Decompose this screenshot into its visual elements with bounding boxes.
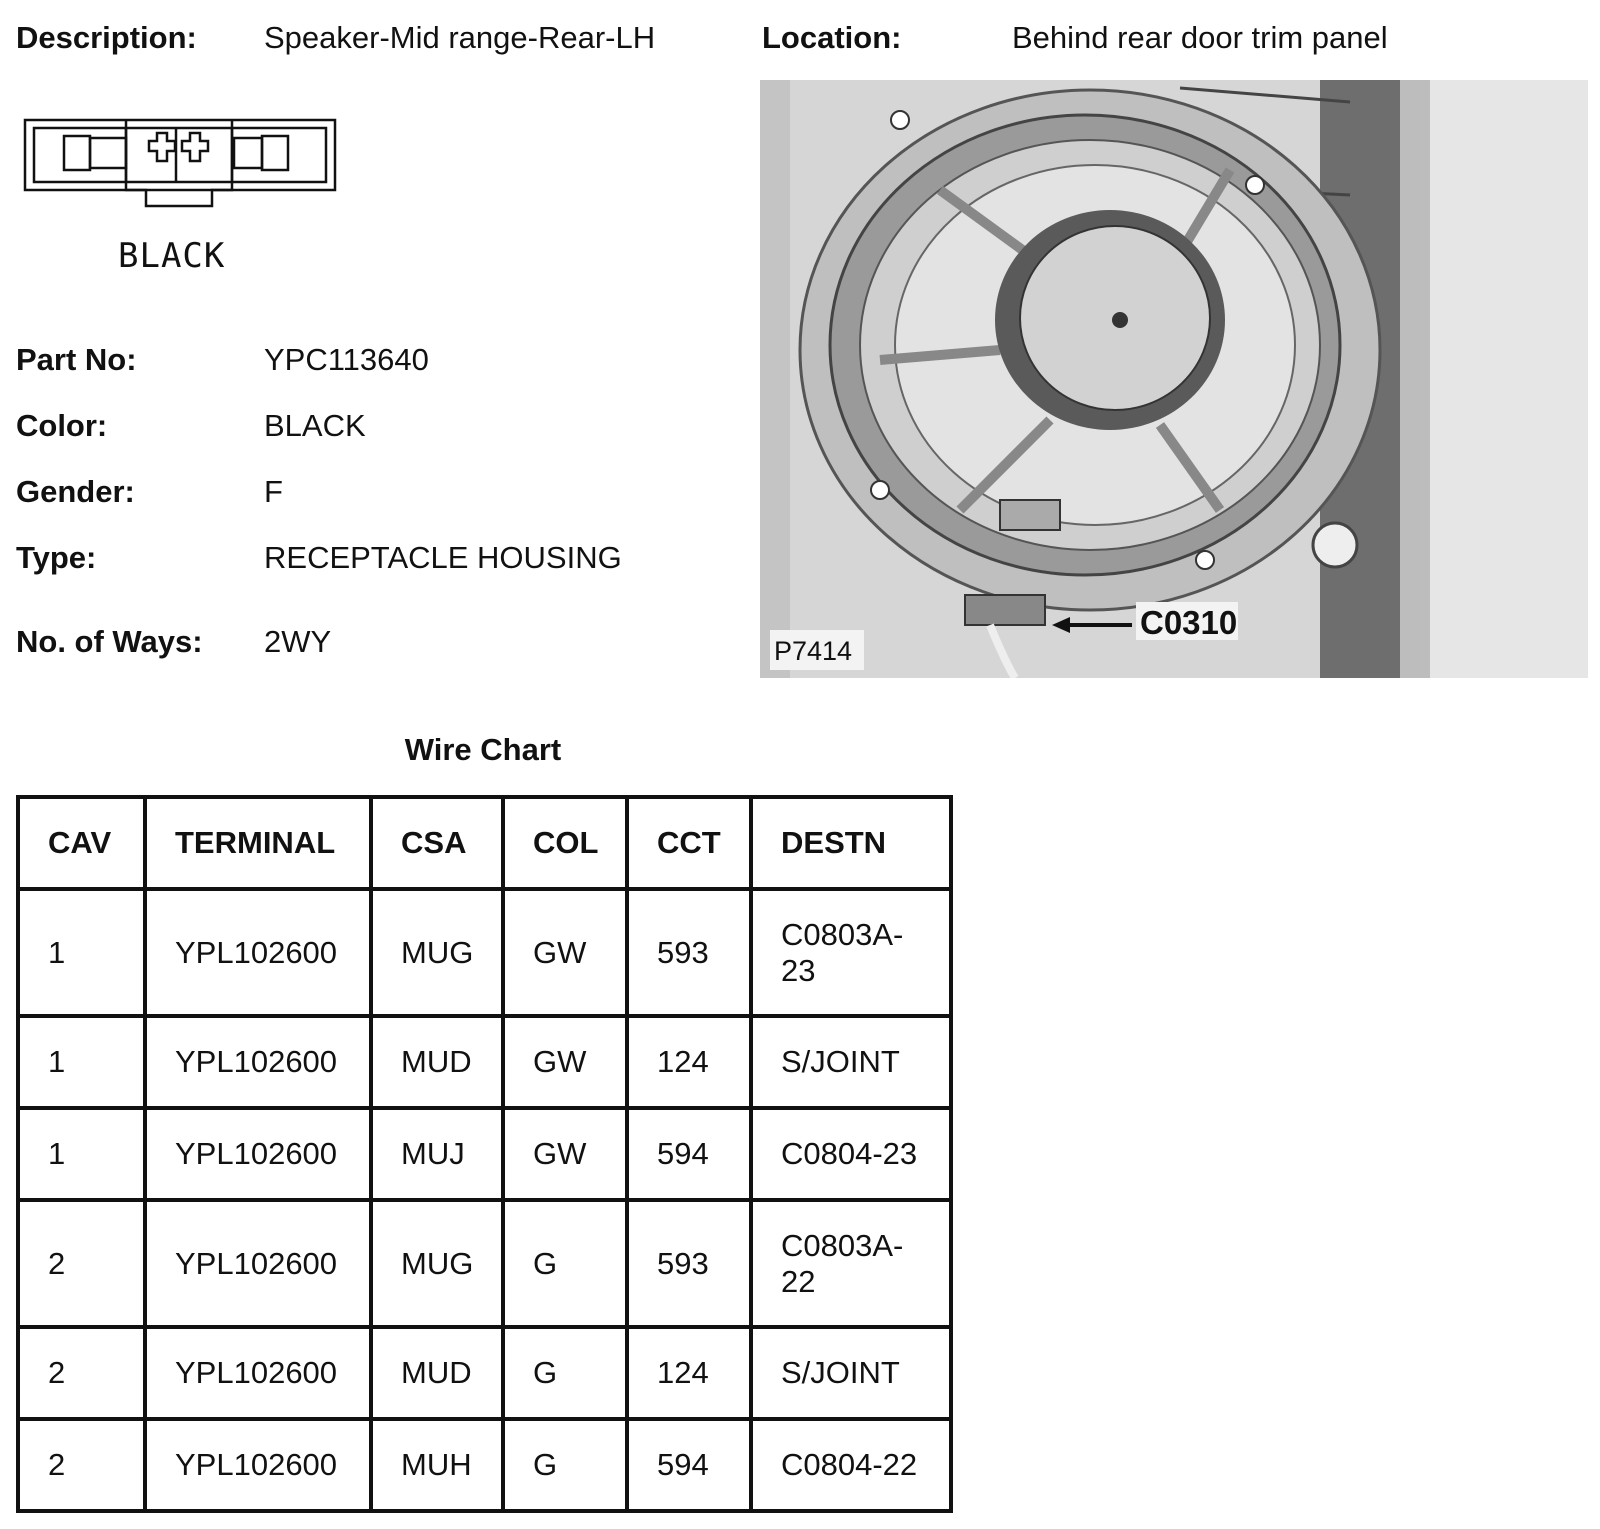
photo-callout-label: C0310: [1140, 604, 1238, 641]
gender-label: Gender:: [16, 474, 135, 509]
cell-csa: MUG: [371, 889, 503, 1016]
cell-cav: 2: [18, 1327, 145, 1419]
destn-line-1: C0803A-: [781, 1227, 904, 1263]
photo-reference: P7414: [774, 636, 853, 666]
column-header-cct: CCT: [627, 797, 751, 889]
cell-cct: 593: [627, 1200, 751, 1327]
location-photo: [760, 80, 1588, 678]
destn-line-1: C0803A-: [781, 916, 904, 952]
cell-csa: MUD: [371, 1327, 503, 1419]
type-label: Type:: [16, 540, 97, 575]
cell-cav: 2: [18, 1419, 145, 1511]
cell-col: GW: [503, 1016, 627, 1108]
table-row: [18, 1016, 951, 1108]
cell-cct: 124: [627, 1016, 751, 1108]
cell-col: G: [503, 1327, 627, 1419]
table-row: [18, 889, 951, 1016]
ways-value: 2WY: [264, 624, 332, 659]
cell-col: G: [503, 1419, 627, 1511]
cell-cav: 1: [18, 889, 145, 1016]
table-row: [18, 1108, 951, 1200]
connector-face-diagram: [22, 112, 342, 217]
cell-terminal: YPL102600: [145, 1200, 371, 1327]
cell-terminal: YPL102600: [145, 1327, 371, 1419]
wire-chart-table: [16, 795, 953, 1513]
cell-destn: [751, 1200, 951, 1327]
description-label: Description:: [16, 20, 197, 55]
cell-destn: [751, 889, 951, 1016]
ways-label: No. of Ways:: [16, 624, 203, 659]
cell-terminal: YPL102600: [145, 889, 371, 1016]
cell-cct: 124: [627, 1327, 751, 1419]
cell-destn: S/JOINT: [751, 1327, 951, 1419]
column-header-col: COL: [503, 797, 627, 889]
cell-terminal: YPL102600: [145, 1016, 371, 1108]
destn-line-2: 22: [781, 1263, 816, 1299]
column-header-destn: DESTN: [751, 797, 951, 889]
color-label: Color:: [16, 408, 108, 443]
connector-color-caption: BLACK: [118, 236, 226, 276]
cell-csa: MUJ: [371, 1108, 503, 1200]
cell-csa: MUG: [371, 1200, 503, 1327]
cell-terminal: YPL102600: [145, 1419, 371, 1511]
location-value: Behind rear door trim panel: [1012, 20, 1388, 55]
table-row: [18, 1200, 951, 1327]
location-label: Location:: [762, 20, 902, 55]
cell-terminal: YPL102600: [145, 1108, 371, 1200]
cell-destn: S/JOINT: [751, 1016, 951, 1108]
cell-col: G: [503, 1200, 627, 1327]
gender-value: F: [264, 474, 283, 509]
description-value: Speaker-Mid range-Rear-LH: [264, 20, 656, 55]
cell-col: GW: [503, 1108, 627, 1200]
cell-destn: C0804-22: [751, 1419, 951, 1511]
part-no-value: YPC113640: [264, 342, 429, 377]
part-no-label: Part No:: [16, 342, 137, 377]
destn-line-2: 23: [781, 952, 816, 988]
table-row: [18, 1327, 951, 1419]
column-header-cav: CAV: [18, 797, 145, 889]
type-value: RECEPTACLE HOUSING: [264, 540, 622, 575]
cell-cct: 594: [627, 1108, 751, 1200]
table-header-row: [18, 797, 951, 889]
cell-cct: 594: [627, 1419, 751, 1511]
column-header-csa: CSA: [371, 797, 503, 889]
cell-cav: 1: [18, 1016, 145, 1108]
color-value: BLACK: [264, 408, 366, 443]
column-header-terminal: TERMINAL: [145, 797, 371, 889]
cell-col: GW: [503, 889, 627, 1016]
cell-csa: MUD: [371, 1016, 503, 1108]
wire-chart-title: Wire Chart: [404, 732, 562, 767]
table-row: [18, 1419, 951, 1511]
cell-cct: 593: [627, 889, 751, 1016]
cell-cav: 2: [18, 1200, 145, 1327]
cell-cav: 1: [18, 1108, 145, 1200]
cell-csa: MUH: [371, 1419, 503, 1511]
cell-destn: C0804-23: [751, 1108, 951, 1200]
